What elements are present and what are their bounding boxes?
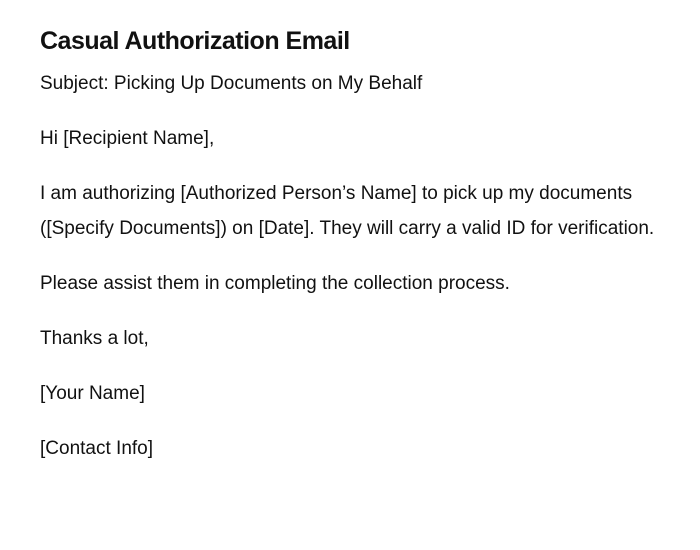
body-paragraph: I am authorizing [Authorized Person’s Name] to pick up my documents ([Specify Documents]) on [Date]. They will carry a valid ID for verification.: [40, 183, 655, 239]
contact-info: [Contact Info]: [40, 438, 154, 459]
document-title: Casual Authorization Email: [40, 27, 350, 55]
email-subject: Subject: Picking Up Documents on My Behalf: [40, 73, 423, 94]
email-document: [40, 26, 660, 486]
greeting: Hi [Recipient Name],: [40, 128, 215, 149]
sender-name: [Your Name]: [40, 383, 145, 404]
body-paragraph-2: Please assist them in completing the collection process.: [40, 273, 510, 294]
closing: Thanks a lot,: [40, 328, 149, 349]
